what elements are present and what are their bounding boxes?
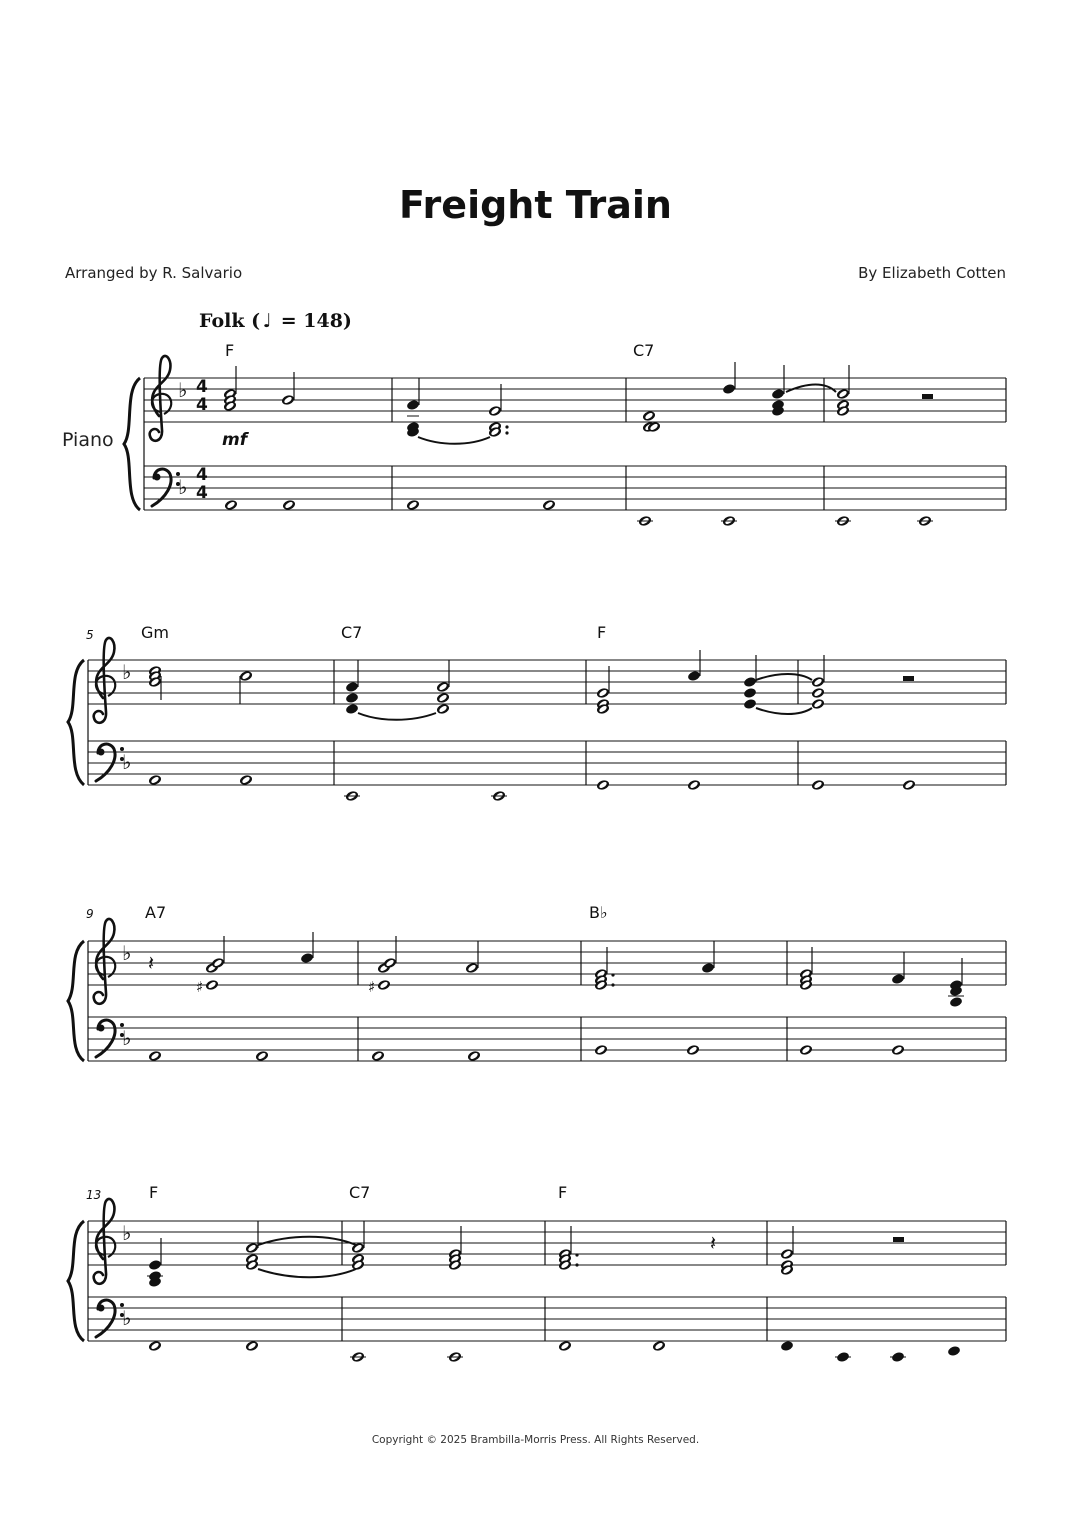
flat-icon: ♭ <box>122 1306 132 1330</box>
system-3 <box>68 903 1006 1062</box>
system-1 <box>62 341 1006 527</box>
chord-symbol: F <box>225 341 235 360</box>
chord-symbol: B♭ <box>589 903 608 922</box>
chord-symbol: A7 <box>145 903 167 922</box>
notes-treble <box>223 362 933 444</box>
system-2 <box>68 623 1006 802</box>
tempo-suffix: = 148) <box>274 310 352 332</box>
chord-symbols <box>225 341 654 360</box>
barlines <box>144 378 1006 510</box>
flat-icon: ♭ <box>178 378 188 402</box>
chord-symbol: F <box>149 1183 159 1202</box>
sharp-icon: ♯ <box>196 978 204 996</box>
time-signature-top: 4 <box>196 465 208 485</box>
time-signature-bottom: 4 <box>196 483 208 503</box>
chord-symbol: C7 <box>349 1183 371 1202</box>
dynamic-marking: mf <box>222 430 248 450</box>
grand-staff-brace <box>124 378 140 510</box>
flat-icon: ♭ <box>122 660 132 684</box>
treble-clef-icon <box>150 356 172 441</box>
quarter-note-icon: ♩ <box>262 310 272 332</box>
copyright-footer: Copyright © 2025 Brambilla-Morris Press. All Rights Reserved. <box>371 1434 700 1446</box>
chord-symbol: C7 <box>341 623 363 642</box>
half-rest-icon <box>893 1237 904 1242</box>
chord-symbol: F <box>597 623 607 642</box>
measure-number: 9 <box>86 907 94 921</box>
half-rest-icon <box>903 676 914 681</box>
flat-icon: ♭ <box>122 750 132 774</box>
flat-icon: ♭ <box>122 941 132 965</box>
measure-number: 13 <box>86 1188 102 1202</box>
notes-bass <box>224 499 933 528</box>
flat-icon: ♭ <box>178 475 188 499</box>
flat-icon: ♭ <box>122 1026 132 1050</box>
chord-symbol: Gm <box>141 623 169 642</box>
quarter-rest-icon: 𝄽 <box>710 1231 717 1255</box>
composer-credit: By Elizabeth Cotten <box>858 264 1006 282</box>
bass-staff <box>144 466 1006 510</box>
tempo-prefix: Folk ( <box>199 310 261 332</box>
chord-symbol: C7 <box>633 341 655 360</box>
page-title: Freight Train <box>399 183 672 227</box>
time-signature-top: 4 <box>196 377 208 397</box>
arranger-credit: Arranged by R. Salvario <box>65 264 243 282</box>
chord-symbol: F <box>558 1183 568 1202</box>
quarter-rest-icon: 𝄽 <box>148 951 155 975</box>
half-rest-icon <box>922 394 933 399</box>
instrument-label: Piano <box>62 429 114 451</box>
treble-staff <box>144 378 1006 422</box>
system-4 <box>68 1183 1006 1363</box>
sharp-icon: ♯ <box>368 978 376 996</box>
time-signature-bottom: 4 <box>196 395 208 415</box>
measure-number: 5 <box>86 628 94 642</box>
flat-icon: ♭ <box>122 1221 132 1245</box>
